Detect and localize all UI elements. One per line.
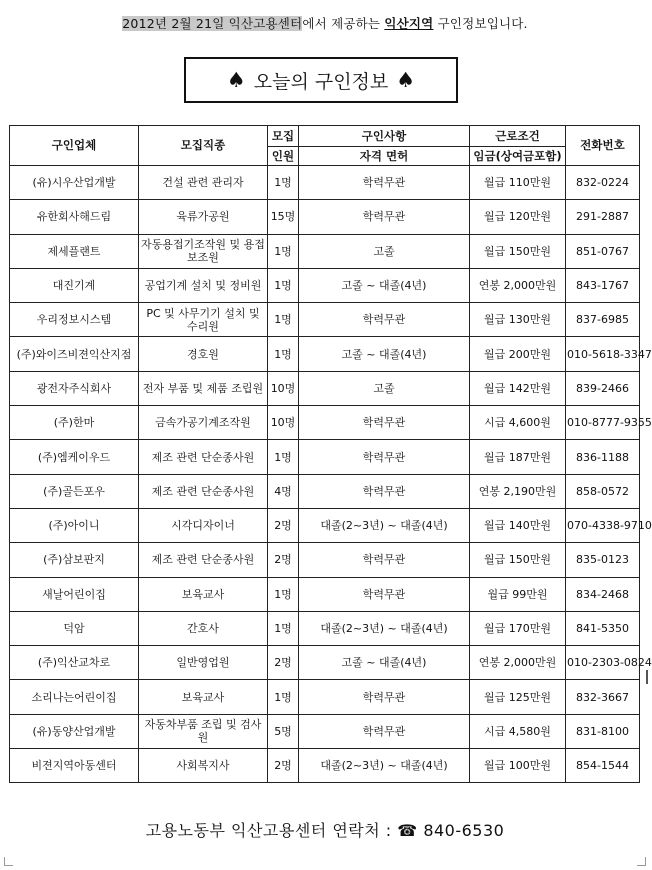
- cell-phone: 834-2468: [566, 577, 640, 611]
- page-corner-mark: [637, 857, 646, 866]
- cell-phone: 831-8100: [566, 714, 640, 748]
- cell-count: 1명: [268, 166, 299, 200]
- cell-job: 경호원: [139, 337, 268, 371]
- table-body: [10, 166, 652, 783]
- table-row: [10, 268, 640, 302]
- cell-phone: 841-5350: [566, 611, 640, 645]
- cell-requirement: 학력무관: [299, 200, 470, 234]
- cell-wage: 월급 142만원: [470, 371, 566, 405]
- cell-company: (주)골든포우: [10, 474, 139, 508]
- cell-count: 2명: [268, 543, 299, 577]
- cell-count: 1명: [268, 611, 299, 645]
- cell-job: 제조 관련 단순종사원: [139, 440, 268, 474]
- cell-count: 2명: [268, 508, 299, 542]
- cell-phone: 010-5618-3347: [566, 337, 640, 371]
- cell-count: 4명: [268, 474, 299, 508]
- cell-phone: 839-2466: [566, 371, 640, 405]
- cell-wage: 월급 110만원: [470, 166, 566, 200]
- cell-phone: 010-8777-9355: [566, 406, 640, 440]
- cell-requirement: 학력무관: [299, 714, 470, 748]
- cell-count: 1명: [268, 680, 299, 714]
- cell-phone: 843-1767: [566, 268, 640, 302]
- intro-provide: 에서 제공하는: [302, 16, 385, 31]
- cell-wage: 월급 200만원: [470, 337, 566, 371]
- cell-wage: 연봉 2,190만원: [470, 474, 566, 508]
- header-company: 구인업체: [10, 126, 139, 166]
- cell-job: 제조 관련 단순종사원: [139, 543, 268, 577]
- cell-job: 보육교사: [139, 680, 268, 714]
- cell-company: 비젼지역아동센터: [10, 749, 139, 783]
- cell-wage: 월급 125만원: [470, 680, 566, 714]
- cell-wage: 월급 100만원: [470, 749, 566, 783]
- cell-count: 15명: [268, 200, 299, 234]
- cell-job: 사회복지사: [139, 749, 268, 783]
- cell-count: 1명: [268, 577, 299, 611]
- cell-job: 보육교사: [139, 577, 268, 611]
- cell-count: 1명: [268, 234, 299, 268]
- cell-phone: 837-6985: [566, 303, 640, 337]
- cell-count: 2명: [268, 646, 299, 680]
- cell-requirement: 고졸 ~ 대졸(4년): [299, 646, 470, 680]
- cell-count: 10명: [268, 406, 299, 440]
- page-edge-mark: [646, 670, 648, 684]
- cell-wage: 월급 170만원: [470, 611, 566, 645]
- job-table: [9, 125, 652, 783]
- cell-wage: 연봉 2,000만원: [470, 646, 566, 680]
- table-row: [10, 749, 640, 783]
- cell-company: (유)시우산업개발: [10, 166, 139, 200]
- cell-count: 10명: [268, 371, 299, 405]
- cell-requirement: 학력무관: [299, 303, 470, 337]
- header-requirements: 구인사항: [299, 126, 470, 147]
- header-wage: 임금(상여금포함): [470, 147, 566, 166]
- cell-wage: 월급 140만원: [470, 508, 566, 542]
- cell-job: PC 및 사무기기 설치 및 수리원: [139, 303, 268, 337]
- cell-phone: 010-2303-0824: [566, 646, 640, 680]
- cell-requirement: 대졸(2~3년) ~ 대졸(4년): [299, 749, 470, 783]
- table-row: [10, 234, 640, 268]
- cell-company: 소리나는어린이집: [10, 680, 139, 714]
- cell-wage: 월급 120만원: [470, 200, 566, 234]
- cell-requirement: 학력무관: [299, 440, 470, 474]
- cell-job: 육류가공원: [139, 200, 268, 234]
- cell-company: 유한회사해드림: [10, 200, 139, 234]
- header-license: 자격 면허: [299, 147, 470, 166]
- title-box: [184, 57, 458, 103]
- cell-requirement: 학력무관: [299, 577, 470, 611]
- cell-job: 제조 관련 단순종사원: [139, 474, 268, 508]
- cell-company: (주)삼보판지: [10, 543, 139, 577]
- footer-contact: [0, 818, 650, 841]
- cell-requirement: 학력무관: [299, 543, 470, 577]
- cell-job: 자동차부품 조립 및 검사원: [139, 714, 268, 748]
- cell-count: 1명: [268, 337, 299, 371]
- header-conditions: 근로조건: [470, 126, 566, 147]
- cell-job: 일반영업원: [139, 646, 268, 680]
- table-row: [10, 680, 640, 714]
- cell-requirement: 학력무관: [299, 166, 470, 200]
- table-row: [10, 646, 640, 680]
- cell-requirement: 대졸(2~3년) ~ 대졸(4년): [299, 611, 470, 645]
- table-row: [10, 303, 640, 337]
- table-row: [10, 337, 640, 371]
- cell-job: 시각디자이너: [139, 508, 268, 542]
- table-row: [10, 200, 640, 234]
- table-row: [10, 508, 640, 542]
- cell-wage: 시급 4,600원: [470, 406, 566, 440]
- spade-icon: ♠: [226, 68, 246, 92]
- cell-phone: 070-4338-9710: [566, 508, 640, 542]
- cell-phone: 858-0572: [566, 474, 640, 508]
- telephone-icon: ☎: [397, 821, 418, 840]
- header-recruit-bottom: 인원: [268, 147, 299, 166]
- table-row: [10, 166, 640, 200]
- cell-company: 새날어린이집: [10, 577, 139, 611]
- cell-wage: 월급 187만원: [470, 440, 566, 474]
- cell-job: 전자 부품 및 제품 조립원: [139, 371, 268, 405]
- cell-count: 5명: [268, 714, 299, 748]
- intro-region: 익산지역: [384, 16, 434, 31]
- cell-phone: 854-1544: [566, 749, 640, 783]
- cell-requirement: 고졸 ~ 대졸(4년): [299, 337, 470, 371]
- cell-job: 간호사: [139, 611, 268, 645]
- cell-count: 2명: [268, 749, 299, 783]
- cell-company: (유)동양산업개발: [10, 714, 139, 748]
- cell-wage: 연봉 2,000만원: [470, 268, 566, 302]
- cell-company: (주)엠케이우드: [10, 440, 139, 474]
- cell-company: (주)와이즈비젼익산지점: [10, 337, 139, 371]
- header-phone: 전화번호: [566, 126, 640, 166]
- cell-job: 건설 관련 관리자: [139, 166, 268, 200]
- cell-requirement: 대졸(2~3년) ~ 대졸(4년): [299, 508, 470, 542]
- table-row: [10, 543, 640, 577]
- table-row: [10, 440, 640, 474]
- cell-job: 자동용접기조작원 및 용접보조원: [139, 234, 268, 268]
- intro-line: [0, 14, 650, 32]
- table-row: [10, 474, 640, 508]
- header-job: 모집직종: [139, 126, 268, 166]
- cell-wage: 시급 4,580원: [470, 714, 566, 748]
- cell-requirement: 학력무관: [299, 680, 470, 714]
- cell-company: 덕암: [10, 611, 139, 645]
- cell-requirement: 고졸: [299, 234, 470, 268]
- page-corner-mark: [4, 857, 13, 866]
- cell-requirement: 고졸: [299, 371, 470, 405]
- page-title: 오늘의 구인정보: [253, 70, 389, 93]
- cell-phone: 832-0224: [566, 166, 640, 200]
- cell-wage: 월급 99만원: [470, 577, 566, 611]
- spade-icon: ♠: [396, 68, 416, 92]
- cell-company: 제세플랜트: [10, 234, 139, 268]
- cell-requirement: 학력무관: [299, 474, 470, 508]
- cell-requirement: 학력무관: [299, 406, 470, 440]
- table-row: [10, 371, 640, 405]
- cell-wage: 월급 150만원: [470, 543, 566, 577]
- header-recruit-top: 모집: [268, 126, 299, 147]
- table-row: [10, 714, 640, 748]
- footer-label: 고용노동부 익산고용센터 연락처 :: [145, 821, 392, 840]
- intro-suffix: 구인정보입니다.: [433, 16, 528, 31]
- cell-company: (주)익산교차로: [10, 646, 139, 680]
- table-row: [10, 406, 640, 440]
- footer-phone: 840-6530: [423, 821, 505, 840]
- cell-phone: 835-0123: [566, 543, 640, 577]
- cell-count: 1명: [268, 440, 299, 474]
- cell-wage: 월급 150만원: [470, 234, 566, 268]
- cell-company: 우리정보시스템: [10, 303, 139, 337]
- cell-company: 광전자주식회사: [10, 371, 139, 405]
- cell-phone: 832-3667: [566, 680, 640, 714]
- cell-company: (주)한마: [10, 406, 139, 440]
- table-row: [10, 611, 640, 645]
- cell-phone: 851-0767: [566, 234, 640, 268]
- intro-date-center: 2012년 2월 21일 익산고용센터: [122, 16, 303, 31]
- cell-requirement: 고졸 ~ 대졸(4년): [299, 268, 470, 302]
- cell-phone: 836-1188: [566, 440, 640, 474]
- table-row: [10, 577, 640, 611]
- cell-wage: 월급 130만원: [470, 303, 566, 337]
- cell-count: 1명: [268, 268, 299, 302]
- cell-company: (주)아이니: [10, 508, 139, 542]
- cell-count: 1명: [268, 303, 299, 337]
- cell-job: 금속가공기계조작원: [139, 406, 268, 440]
- cell-phone: 291-2887: [566, 200, 640, 234]
- cell-job: 공업기계 설치 및 정비원: [139, 268, 268, 302]
- cell-company: 대진기계: [10, 268, 139, 302]
